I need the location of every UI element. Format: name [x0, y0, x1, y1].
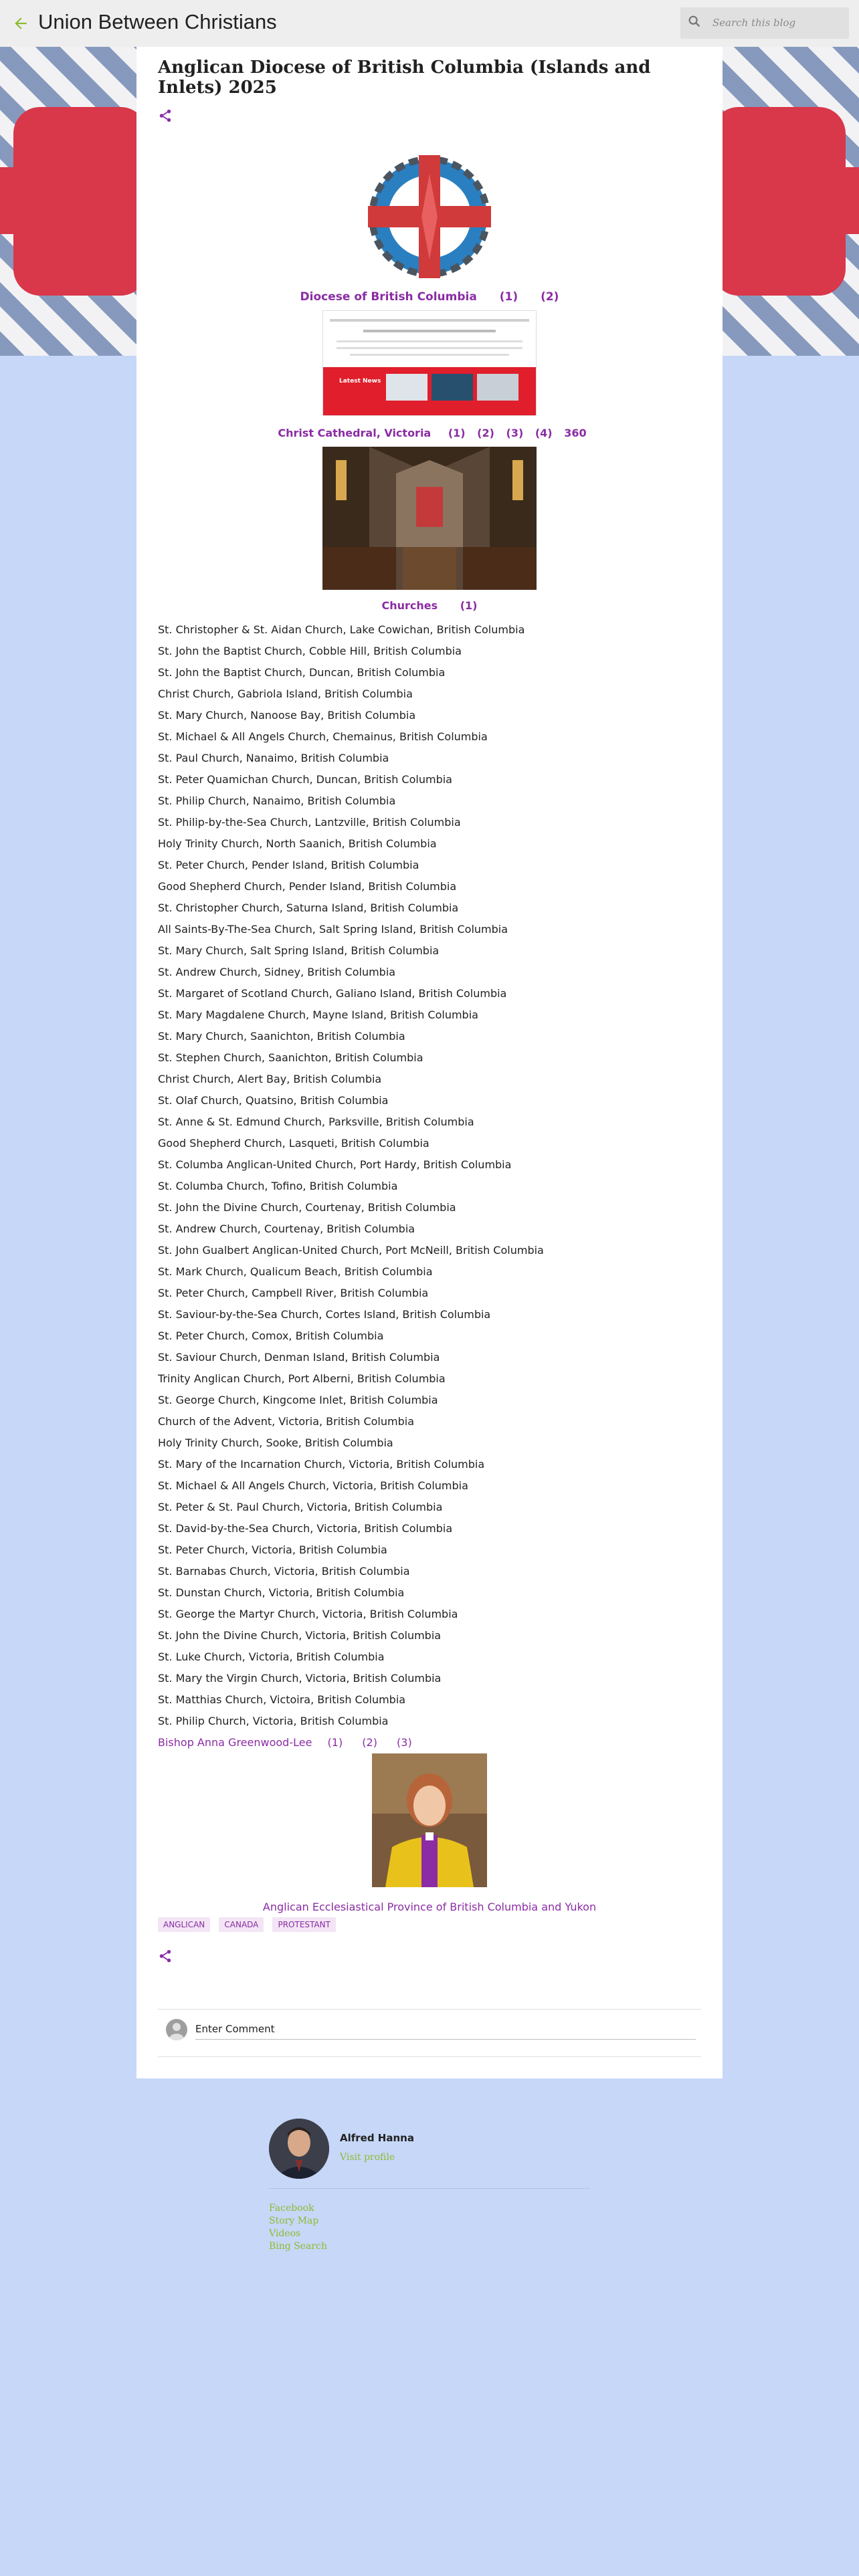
cathedral-links-row — [136, 427, 723, 439]
list-item: St. Mary Church, Saanichton, British Columbia — [158, 1030, 405, 1043]
share-icon-bottom[interactable] — [158, 1949, 173, 1963]
profile-link[interactable]: Videos — [269, 2228, 301, 2239]
post-title: Anglican Diocese of British Columbia (Islands and Inlets) 2025 — [158, 58, 651, 98]
list-item: St. Christopher Church, Saturna Island, British Columbia — [158, 901, 459, 914]
list-item: Christ Church, Gabriola Island, British Columbia — [158, 687, 413, 700]
list-item: St. Philip Church, Victoria, British Columbia — [158, 1715, 389, 1727]
list-item: St. Paul Church, Nanaimo, British Columbia — [158, 752, 389, 764]
bishop-link[interactable]: Bishop Anna Greenwood-Lee — [158, 1736, 312, 1749]
diocese-link-1[interactable]: (1) — [499, 290, 518, 304]
divider — [269, 2188, 590, 2189]
cathedral-link[interactable]: Christ Cathedral, Victoria — [278, 427, 432, 439]
top-bar — [0, 0, 859, 47]
list-item: St. John Gualbert Anglican-United Church, Port McNeill, British Columbia — [158, 1244, 544, 1257]
list-item: St. Mary Magdalene Church, Mayne Island, British Columbia — [158, 1008, 478, 1021]
blog-title[interactable]: Union Between Christians — [38, 10, 277, 33]
list-item: St. Anne & St. Edmund Church, Parksville, British Columbia — [158, 1115, 474, 1128]
post-labels — [158, 1917, 341, 1932]
commenter-avatar — [166, 2019, 187, 2040]
list-item: St. Mark Church, Qualicum Beach, British Columbia — [158, 1265, 433, 1278]
comment-area — [158, 2009, 701, 2057]
list-item: St. Barnabas Church, Victoria, British Columbia — [158, 1565, 410, 1578]
cathedral-link-3[interactable]: (3) — [506, 427, 524, 439]
author-avatar[interactable] — [269, 2119, 329, 2179]
list-item: St. Mary the Virgin Church, Victoria, British Columbia — [158, 1672, 442, 1685]
list-item: St. John the Baptist Church, Duncan, British Columbia — [158, 666, 446, 679]
cathedral-interior-photo — [136, 447, 723, 593]
list-item: St. Peter Church, Pender Island, British Columbia — [158, 859, 419, 871]
list-item: St. Philip-by-the-Sea Church, Lantzville, British Columbia — [158, 816, 461, 829]
profile-link[interactable]: Bing Search — [269, 2241, 327, 2252]
list-item: St. Philip Church, Nanaimo, British Columbia — [158, 794, 396, 807]
profile-link[interactable]: Facebook — [269, 2203, 314, 2214]
background-tile-right — [698, 47, 859, 356]
list-item: St. John the Baptist Church, Cobble Hill, British Columbia — [158, 645, 462, 657]
list-item: St. David-by-the-Sea Church, Victoria, British Columbia — [158, 1522, 453, 1535]
enter-comment-field[interactable]: Enter Comment — [195, 2023, 275, 2035]
cathedral-link-360[interactable]: 360 — [564, 427, 587, 439]
churches-link[interactable]: Churches — [381, 599, 438, 612]
list-item: St. Christopher & St. Aidan Church, Lake Cowichan, British Columbia — [158, 623, 525, 636]
bishop-portrait-photo — [136, 1753, 723, 1890]
post-card — [136, 47, 723, 2078]
search-icon[interactable] — [687, 14, 702, 33]
cathedral-link-1[interactable]: (1) — [448, 427, 466, 439]
list-item: St. John the Divine Church, Victoria, British Columbia — [158, 1629, 442, 1642]
back-arrow-icon[interactable] — [12, 15, 29, 32]
list-item: Good Shepherd Church, Lasqueti, British Columbia — [158, 1137, 430, 1150]
list-item: All Saints-By-The-Sea Church, Salt Spring Island, British Columbia — [158, 923, 508, 936]
churches-list — [158, 619, 706, 1753]
list-item: St. John the Divine Church, Courtenay, British Columbia — [158, 1201, 456, 1214]
list-item: St. Mary of the Incarnation Church, Victoria, British Columbia — [158, 1458, 485, 1471]
bishop-links-row — [158, 1732, 706, 1753]
list-item: St. Saviour-by-the-Sea Church, Cortes Island, British Columbia — [158, 1308, 491, 1321]
list-item: St. Columba Anglican-United Church, Port Hardy, British Columbia — [158, 1158, 512, 1171]
province-link-row — [136, 1901, 723, 1913]
share-icon[interactable] — [158, 108, 173, 123]
diocese-link-2[interactable]: (2) — [541, 290, 559, 304]
churches-links-row — [136, 599, 723, 612]
author-name[interactable]: Alfred Hanna — [340, 2132, 414, 2144]
list-item: St. Matthias Church, Victoira, British Columbia — [158, 1693, 406, 1706]
list-item: St. Peter Church, Comox, British Columbia — [158, 1329, 384, 1342]
list-item: St. Peter Church, Victoria, British Columbia — [158, 1543, 387, 1556]
list-item: Holy Trinity Church, North Saanich, British Columbia — [158, 837, 437, 850]
churches-link-1[interactable]: (1) — [460, 599, 478, 612]
search-placeholder[interactable]: Search this blog — [712, 17, 796, 29]
province-link[interactable]: Anglican Ecclesiastical Province of British Columbia and Yukon — [262, 1901, 597, 1913]
list-item: St. Saviour Church, Denman Island, British Columbia — [158, 1351, 440, 1364]
list-item: Good Shepherd Church, Pender Island, British Columbia — [158, 880, 457, 893]
list-item: St. Mary Church, Nanoose Bay, British Columbia — [158, 709, 416, 722]
list-item: St. Michael & All Angels Church, Victoria, British Columbia — [158, 1479, 468, 1492]
list-item: St. Peter Church, Campbell River, British Columbia — [158, 1287, 429, 1299]
bishop-link-2[interactable]: (2) — [362, 1736, 377, 1749]
list-item: Holy Trinity Church, Sooke, British Columbia — [158, 1436, 393, 1449]
list-item: St. Mary Church, Salt Spring Island, British Columbia — [158, 944, 440, 957]
list-item: St. Stephen Church, Saanichton, British Columbia — [158, 1051, 423, 1064]
list-item: St. Dunstan Church, Victoria, British Columbia — [158, 1586, 405, 1599]
news-banner-heading: Latest News — [339, 378, 381, 385]
cathedral-link-2[interactable]: (2) — [477, 427, 494, 439]
label-chip[interactable]: CANADA — [219, 1917, 264, 1932]
list-item: St. Luke Church, Victoria, British Columbia — [158, 1650, 385, 1663]
list-item: St. Michael & All Angels Church, Chemainus, British Columbia — [158, 730, 488, 743]
list-item: St. Andrew Church, Courtenay, British Columbia — [158, 1222, 415, 1235]
list-item: Church of the Advent, Victoria, British Columbia — [158, 1415, 414, 1428]
cathedral-link-4[interactable]: (4) — [535, 427, 553, 439]
search-box[interactable] — [680, 7, 849, 39]
diocese-links-row — [136, 290, 723, 304]
visit-profile-link[interactable]: Visit profile — [340, 2152, 395, 2163]
label-chip[interactable]: PROTESTANT — [272, 1917, 335, 1932]
list-item: St. Peter Quamichan Church, Duncan, British Columbia — [158, 773, 452, 786]
diocese-crest-image — [136, 148, 723, 288]
profile-links — [269, 2203, 327, 2254]
list-item: St. George the Martyr Church, Victoria, British Columbia — [158, 1608, 458, 1620]
list-item: St. George Church, Kingcome Inlet, British Columbia — [158, 1394, 438, 1406]
list-item: Christ Church, Alert Bay, British Columbia — [158, 1073, 382, 1085]
divider — [158, 2056, 701, 2057]
list-item: St. Andrew Church, Sidney, British Columbia — [158, 966, 396, 978]
bishop-link-3[interactable]: (3) — [397, 1736, 412, 1749]
list-item: St. Peter & St. Paul Church, Victoria, British Columbia — [158, 1501, 443, 1513]
list-item: St. Margaret of Scotland Church, Galiano Island, British Columbia — [158, 987, 507, 1000]
bishop-link-1[interactable]: (1) — [327, 1736, 343, 1749]
list-item: Trinity Anglican Church, Port Alberni, British Columbia — [158, 1372, 446, 1385]
profile-link[interactable]: Story Map — [269, 2216, 319, 2226]
diocese-website-screenshot — [136, 310, 723, 419]
list-item: St. Columba Church, Tofino, British Columbia — [158, 1180, 398, 1192]
comment-input-row[interactable] — [158, 2010, 701, 2042]
label-chip[interactable]: ANGLICAN — [158, 1917, 210, 1932]
diocese-link[interactable]: Diocese of British Columbia — [300, 290, 477, 304]
list-item: St. Olaf Church, Quatsino, British Columbia — [158, 1094, 389, 1107]
